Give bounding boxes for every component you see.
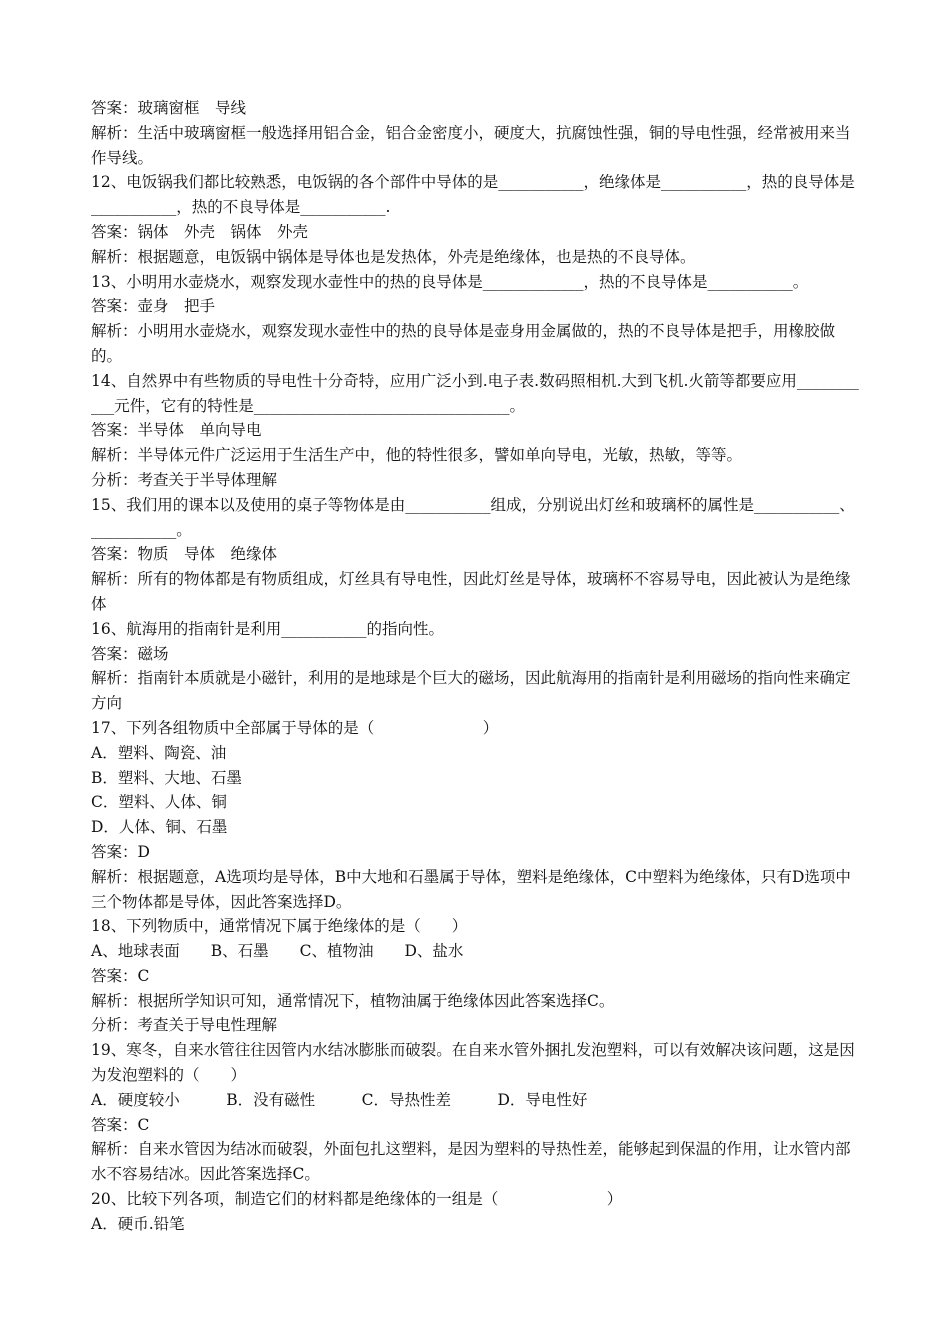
option-a: A．硬币.铅笔	[91, 1214, 185, 1233]
answer-line: 答案：物质 导体 绝缘体	[91, 545, 278, 564]
answer-line: 答案：C	[91, 1115, 150, 1134]
document-page	[91, 96, 861, 1237]
question-12: 12、电饭锅我们都比较熟悉，电饭锅的各个部件中导体的是___________，绝缘体是___________，热的良导体是___________，热的不良导体是___________.	[91, 173, 855, 217]
explanation-line: 解析：半导体元件广泛运用于生活生产中，他的特性很多，譬如单向导电，光敏，热敏，等等。	[91, 446, 743, 465]
explanation-line: 解析：根据题意，电饭锅中锅体是导体也是发热体，外壳是绝缘体，也是热的不良导体。	[91, 247, 696, 266]
answer-line: 答案：磁场	[91, 644, 169, 663]
question-17: 17、下列各组物质中全部属于导体的是（ ）	[91, 718, 499, 737]
options-row: A、地球表面 B、石墨 C、植物油 D、盐水	[91, 942, 464, 961]
question-20: 20、比较下列各项，制造它们的材料都是绝缘体的一组是（ ）	[91, 1190, 623, 1209]
explanation-line: 解析：自来水管因为结冰而破裂，外面包扎这塑料，是因为塑料的导热性差，能够起到保温的作用，让水管内部水不容易结冰。因此答案选择C。	[91, 1140, 851, 1184]
option-b: B．塑料、大地、石墨	[91, 768, 242, 787]
answer-line: 答案：壶身 把手	[91, 297, 216, 316]
analysis-line: 分析：考查关于半导体理解	[91, 470, 278, 489]
explanation-line: 解析：生活中玻璃窗框一般选择用铝合金，铝合金密度小，硬度大，抗腐蚀性强，铜的导电性强，经常被用来当作导线。	[91, 123, 851, 167]
explanation-line: 解析：指南针本质就是小磁针，利用的是地球是个巨大的磁场，因此航海用的指南针是利用磁场的指向性来确定方向	[91, 669, 851, 713]
option-d: D．人体、铜、石墨	[91, 818, 228, 837]
explanation-line: 解析：小明用水壶烧水，观察发现水壶性中的热的良导体是壶身用金属做的，热的不良导体是把手，用橡胶做的。	[91, 322, 836, 365]
answer-line: 答案：玻璃窗框 导线	[91, 99, 247, 117]
explanation-line: 解析：根据题意，A选项均是导体，B中大地和石墨属于导体，塑料是绝缘体，C中塑料为绝缘体，只有D选项中三个物体都是导体，因此答案选择D。	[91, 867, 851, 911]
question-14: 14、自然界中有些物质的导电性十分奇特，应用广泛小到.电子表.数码照相机.大到飞机.火箭等都要应用___________元件，它有的特性是_________________________________。	[91, 371, 859, 415]
explanation-line: 解析：根据所学知识可知，通常情况下，植物油属于绝缘体因此答案选择C。	[91, 991, 615, 1010]
answer-line: 答案：D	[91, 842, 150, 861]
answer-line: 答案：锅体 外壳 锅体 外壳	[91, 222, 309, 241]
option-c: C．塑料、人体、铜	[91, 793, 227, 812]
answer-line: 答案：半导体 单向导电	[91, 421, 262, 440]
question-19: 19、寒冬，自来水管往往因管内水结冰膨胀而破裂。在自来水管外捆扎发泡塑料，可以有效解决该问题，这是因为发泡塑料的（ ）	[91, 1041, 855, 1085]
question-13: 13、小明用水壶烧水，观察发现水壶性中的热的良导体是_____________，热的不良导体是___________。	[91, 272, 809, 291]
explanation-line: 解析：所有的物体都是有物质组成，灯丝具有导电性，因此灯丝是导体，玻璃杯不容易导电，因此被认为是绝缘体	[91, 570, 851, 613]
question-15: 15、我们用的课本以及使用的桌子等物体是由___________组成，分别说出灯丝和玻璃杯的属性是___________、___________。	[91, 495, 855, 539]
analysis-line: 分析：考查关于导电性理解	[91, 1016, 278, 1035]
options-row: A．硬度较小 B．没有磁性 C．导热性差 D．导电性好	[91, 1090, 588, 1109]
question-18: 18、下列物质中，通常情况下属于绝缘体的是（ ）	[91, 917, 468, 936]
question-16: 16、航海用的指南针是利用___________的指向性。	[91, 619, 444, 638]
option-a: A．塑料、陶瓷、油	[91, 743, 227, 762]
answer-line: 答案：C	[91, 966, 150, 985]
